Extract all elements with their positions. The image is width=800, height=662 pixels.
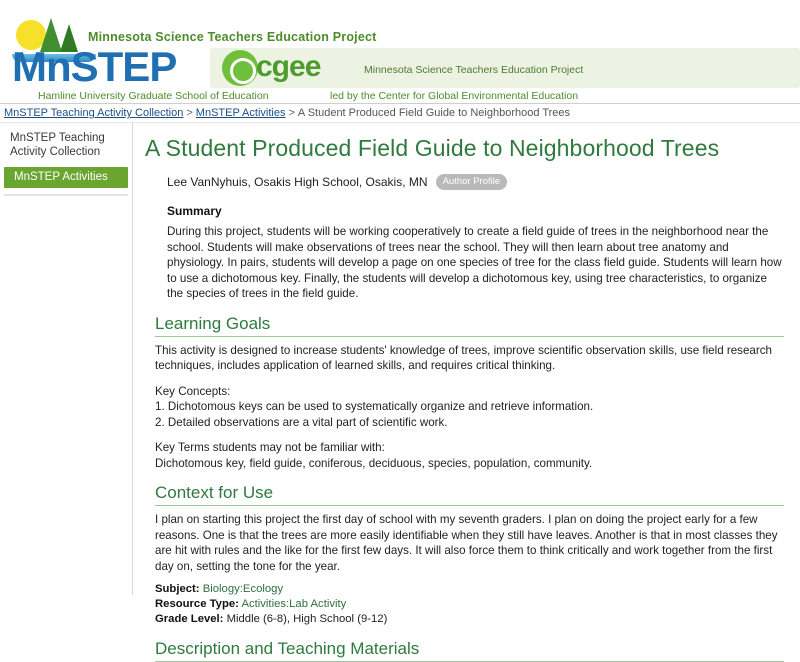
author-profile-button[interactable]: Author Profile [436, 174, 508, 190]
paragraph: This activity is designed to increase students' knowledge of trees, improve scientific observation skills, use field research techniques, includes application of learned skills, and requires critical thinking. [155, 343, 772, 372]
section-heading-learning-goals: Learning Goals [155, 314, 784, 337]
metadata-grade-value: Middle (6-8), High School (9-12) [226, 613, 388, 625]
breadcrumb [0, 104, 800, 123]
paragraph: I plan on starting this project the first day of school with my seventh graders. I plan on doing the project early for a few reasons. One is that the trees are more easily identifiable when they still have leaves. Another is that in most classes they are hit with rules and the like for the first few days. It will also force them to think critically and work together from the first day on, setting the tone for the year. [155, 513, 778, 573]
paragraph: 1. Dichotomous keys can be used to systematically organize and retrieve information. [155, 400, 594, 413]
breadcrumb-link-collection[interactable]: MnSTEP Teaching Activity Collection [4, 107, 184, 119]
banner-project-title: Minnesota Science Teachers Education Project [88, 30, 377, 44]
paragraph: Key Concepts: [155, 384, 231, 398]
page-title: A Student Produced Field Guide to Neighborhood Trees [145, 135, 720, 161]
paragraph: Dichotomous key, field guide, coniferous, deciduous, species, population, community. [155, 456, 593, 470]
mnstep-wordmark: MnSTEP [12, 43, 177, 90]
metadata-grade-label: Grade Level: [155, 613, 224, 625]
metadata-resource-label: Resource Type: [155, 598, 239, 610]
sidebar-item-label: MnSTEP Activities [14, 171, 108, 183]
site-banner [0, 0, 800, 104]
metadata-subject [155, 582, 784, 597]
cgee-wordmark: cgee [256, 50, 321, 83]
main-content [133, 123, 800, 658]
sidebar-heading: MnSTEP Teaching Activity Collection [10, 132, 105, 158]
page-layout [0, 123, 800, 658]
metadata-block [155, 582, 784, 627]
sidebar-item-mnstep-activities[interactable] [4, 167, 128, 188]
cgee-led-by-line: led by the Center for Global Environmental Education [330, 90, 579, 102]
summary-text: During this project, students will be working cooperatively to create a field guide of trees in the neighborhood near the school. Students will make observations of trees near the school. They will then learn about tree anatomy and physiology. In pairs, students will develop a page on one species of tree for the class field guide. Students will learn how to use a dichotomous key. Finally, the students will develop a dichotomous key, using tree characteristics, to organize the species of trees in the field guide. [167, 225, 782, 300]
breadcrumb-link-activities[interactable]: MnSTEP Activities [195, 107, 286, 119]
metadata-subject-value[interactable]: Biology:Ecology [202, 583, 284, 595]
breadcrumb-current: A Student Produced Field Guide to Neighborhood Trees [297, 107, 571, 119]
summary-label: Summary [167, 204, 222, 218]
cgee-subtitle: Minnesota Science Teachers Education Project [364, 64, 584, 76]
paragraph: Key Terms students may not be familiar with: [155, 441, 385, 454]
breadcrumb-separator: > [186, 107, 193, 119]
metadata-resource-value[interactable]: Activities:Lab Activity [241, 598, 347, 610]
cgee-logo-icon [222, 50, 258, 86]
section-heading-description-and-teaching-materials: Description and Teaching Materials [155, 639, 784, 662]
section-body-context-for-use [155, 512, 784, 574]
banner-hamline-line: Hamline University Graduate School of Education [38, 90, 269, 102]
section-heading-context-for-use: Context for Use [155, 483, 784, 506]
byline-text: Lee VanNyhuis, Osakis High School, Osakis, MN [167, 175, 428, 189]
paragraph: 2. Detailed observations are a vital part of scientific work. [155, 415, 448, 429]
sidebar [0, 123, 133, 595]
metadata-grade-level [155, 612, 784, 627]
byline [167, 174, 784, 190]
sidebar-divider [4, 194, 128, 196]
section-body-learning-goals [155, 343, 784, 472]
metadata-subject-label: Subject: [155, 583, 200, 595]
metadata-resource-type [155, 597, 784, 612]
breadcrumb-separator: > [288, 107, 295, 119]
